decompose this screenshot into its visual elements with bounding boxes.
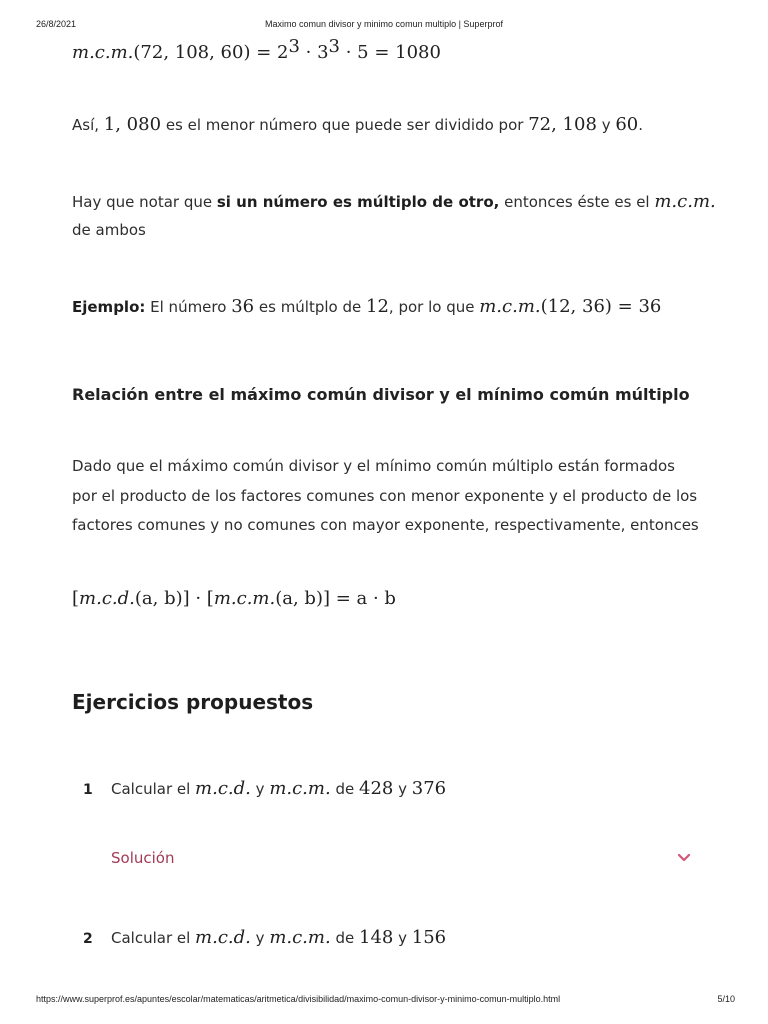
exercise-number: 1	[83, 782, 93, 798]
paragraph-notar: Hay que notar que si un número es múltiplo de otro, entonces éste es el m.c.m.	[72, 191, 716, 212]
paragraph-notar-line2: de ambos	[72, 221, 146, 239]
exercise-text: Calcular el m.c.d. y m.c.m. de 148 y 156	[111, 927, 447, 948]
paragraph-ejemplo: Ejemplo: El número 36 es múltplo de 12, por lo que m.c.m.(12, 36) = 36	[72, 296, 662, 317]
page-number: 5/10	[717, 994, 735, 1004]
solution-toggle[interactable]	[111, 849, 691, 871]
formula-mcm-72-108-60: m.c.m.(72, 108, $60) = 2^3 \cdot 3^3 \cdot 5 = 1080$	[72, 36, 441, 63]
paragraph-asi: Así, 1, 080 es el menor número que puede ser dividido por 72, 108 y 60.	[72, 114, 644, 135]
formula-mcd-mcm-relation: [m.c.d.(a, b)] · [m.c.m.(a, b)] = a · b	[72, 588, 396, 609]
chevron-down-icon	[677, 851, 691, 865]
print-url: https://www.superprof.es/apuntes/escolar/matematicas/aritmetica/divisibilidad/maximo-comun-divisor-y-minimo-comun-multiplo.html	[36, 994, 561, 1004]
subheading-relacion: Relación entre el máximo común divisor y el mínimo común múltiplo	[72, 385, 690, 404]
section-heading-ejercicios: Ejercicios propuestos	[72, 690, 314, 714]
exercise-number: 2	[83, 931, 93, 947]
paragraph-dado-que: Dado que el máximo común divisor y el mínimo común múltiplo están formados por el producto de los factores comunes con menor exponente y el producto de los factores comunes y no comunes con mayor exponente, respectivamente, entonces	[72, 457, 699, 534]
exercise-text: Calcular el m.c.d. y m.c.m. de 428 y 376	[111, 778, 447, 799]
print-page-title: Maximo comun divisor y minimo comun multiplo | Superprof	[265, 19, 503, 29]
print-date: 26/8/2021	[36, 19, 77, 29]
solution-label: Solución	[111, 849, 175, 867]
